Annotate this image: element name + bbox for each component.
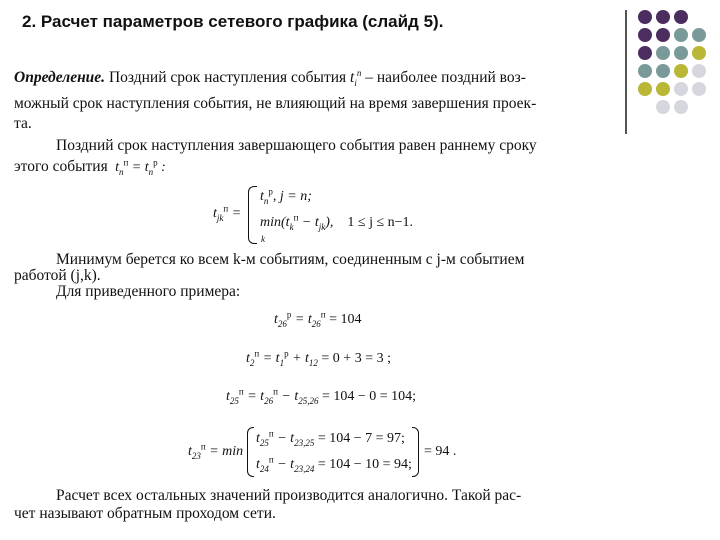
decor-dot [638, 64, 652, 78]
equation-2: $t_2^п = t_1^р + t_{12} = 0 + 3 = 3$ ; [246, 348, 391, 368]
decor-dot [638, 46, 652, 60]
equation-23-row-1: $t_{25}^п - t_{23,25} = 104 - 7 = 97$; [256, 428, 405, 448]
final-event-line-1: Поздний срок наступления завершающего события равен раннему сроку [56, 137, 537, 154]
definition-term: Определение. [14, 69, 106, 86]
decor-dot [692, 82, 706, 96]
definition-line-3: та. [14, 115, 32, 132]
definition-line-2: можный срок наступления события, не влияющий на время завершения проек- [14, 95, 537, 112]
decor-dot [638, 82, 652, 96]
equation-23-result: = 94 . [424, 444, 457, 459]
formula-min-sub: k [261, 234, 265, 244]
divider-line [625, 10, 627, 134]
decor-dot [692, 28, 706, 42]
equation-23-left-bracket [247, 427, 254, 477]
equation-25: $t_{25}^п = t_{26}^п - t_{25,26} = 104 - 0 = 104$; [226, 386, 417, 406]
equation-26: $t_{26}^р = t_{26}^п = 104$ [274, 309, 362, 329]
decor-dot [674, 10, 688, 24]
equation-23-right-bracket [412, 427, 419, 477]
equation-23-lhs: $t_{23}^п = \min$ [188, 441, 244, 461]
final-event-text: этого события [14, 158, 108, 175]
formula-brace [248, 186, 257, 244]
closing-line-1: Расчет всех остальных значений производится аналогично. Такой рас- [56, 487, 522, 504]
decor-dot [656, 82, 670, 96]
definition-text: – наиболее поздний воз- [361, 69, 526, 86]
decorative-dot-grid [636, 10, 716, 120]
decor-dot [674, 64, 688, 78]
min-line-1: Минимум берется ко всем k-м событиям, соединенным с j-м событием [56, 251, 525, 268]
decor-dot [674, 82, 688, 96]
decor-dot [674, 100, 688, 114]
decor-dot [692, 46, 706, 60]
decor-dot [638, 28, 652, 42]
formula-case-1: $t_n^р$, j = n; [260, 186, 312, 206]
min-line-2: работой (j,k). [14, 267, 101, 284]
decor-dot [656, 100, 670, 114]
final-event-formula: $t_n^п = t_n^р$ : [111, 157, 166, 177]
equation-23-row-2: $t_{24}^п - t_{23,24} = 104 - 10 = 94$; [256, 454, 412, 474]
decor-dot [674, 46, 688, 60]
decor-dot [656, 64, 670, 78]
example-line: Для приведенного примера: [56, 283, 241, 300]
closing-line-2: чет называют обратным проходом сети. [14, 505, 276, 522]
decor-dot [656, 28, 670, 42]
formula-case-2: $\min(t_k^п - t_{jk})$, 1 ≤ j ≤ n−1. [260, 212, 414, 232]
definition-text: Поздний срок наступления события [105, 69, 351, 86]
decor-dot [638, 10, 652, 24]
decor-dot [674, 28, 688, 42]
final-event-line-2 [14, 157, 166, 177]
decor-dot [656, 10, 670, 24]
slide-title: 2. Расчет параметров сетевого графика (слайд 5). [22, 12, 444, 31]
decor-dot [656, 46, 670, 60]
decor-dot [692, 64, 706, 78]
definition-line-1: Определение. Поздний срок наступления события $t_i^п$ – наиболее поздний воз- [14, 67, 526, 89]
formula-lhs: $t_{jk}^п$ = [213, 203, 242, 223]
